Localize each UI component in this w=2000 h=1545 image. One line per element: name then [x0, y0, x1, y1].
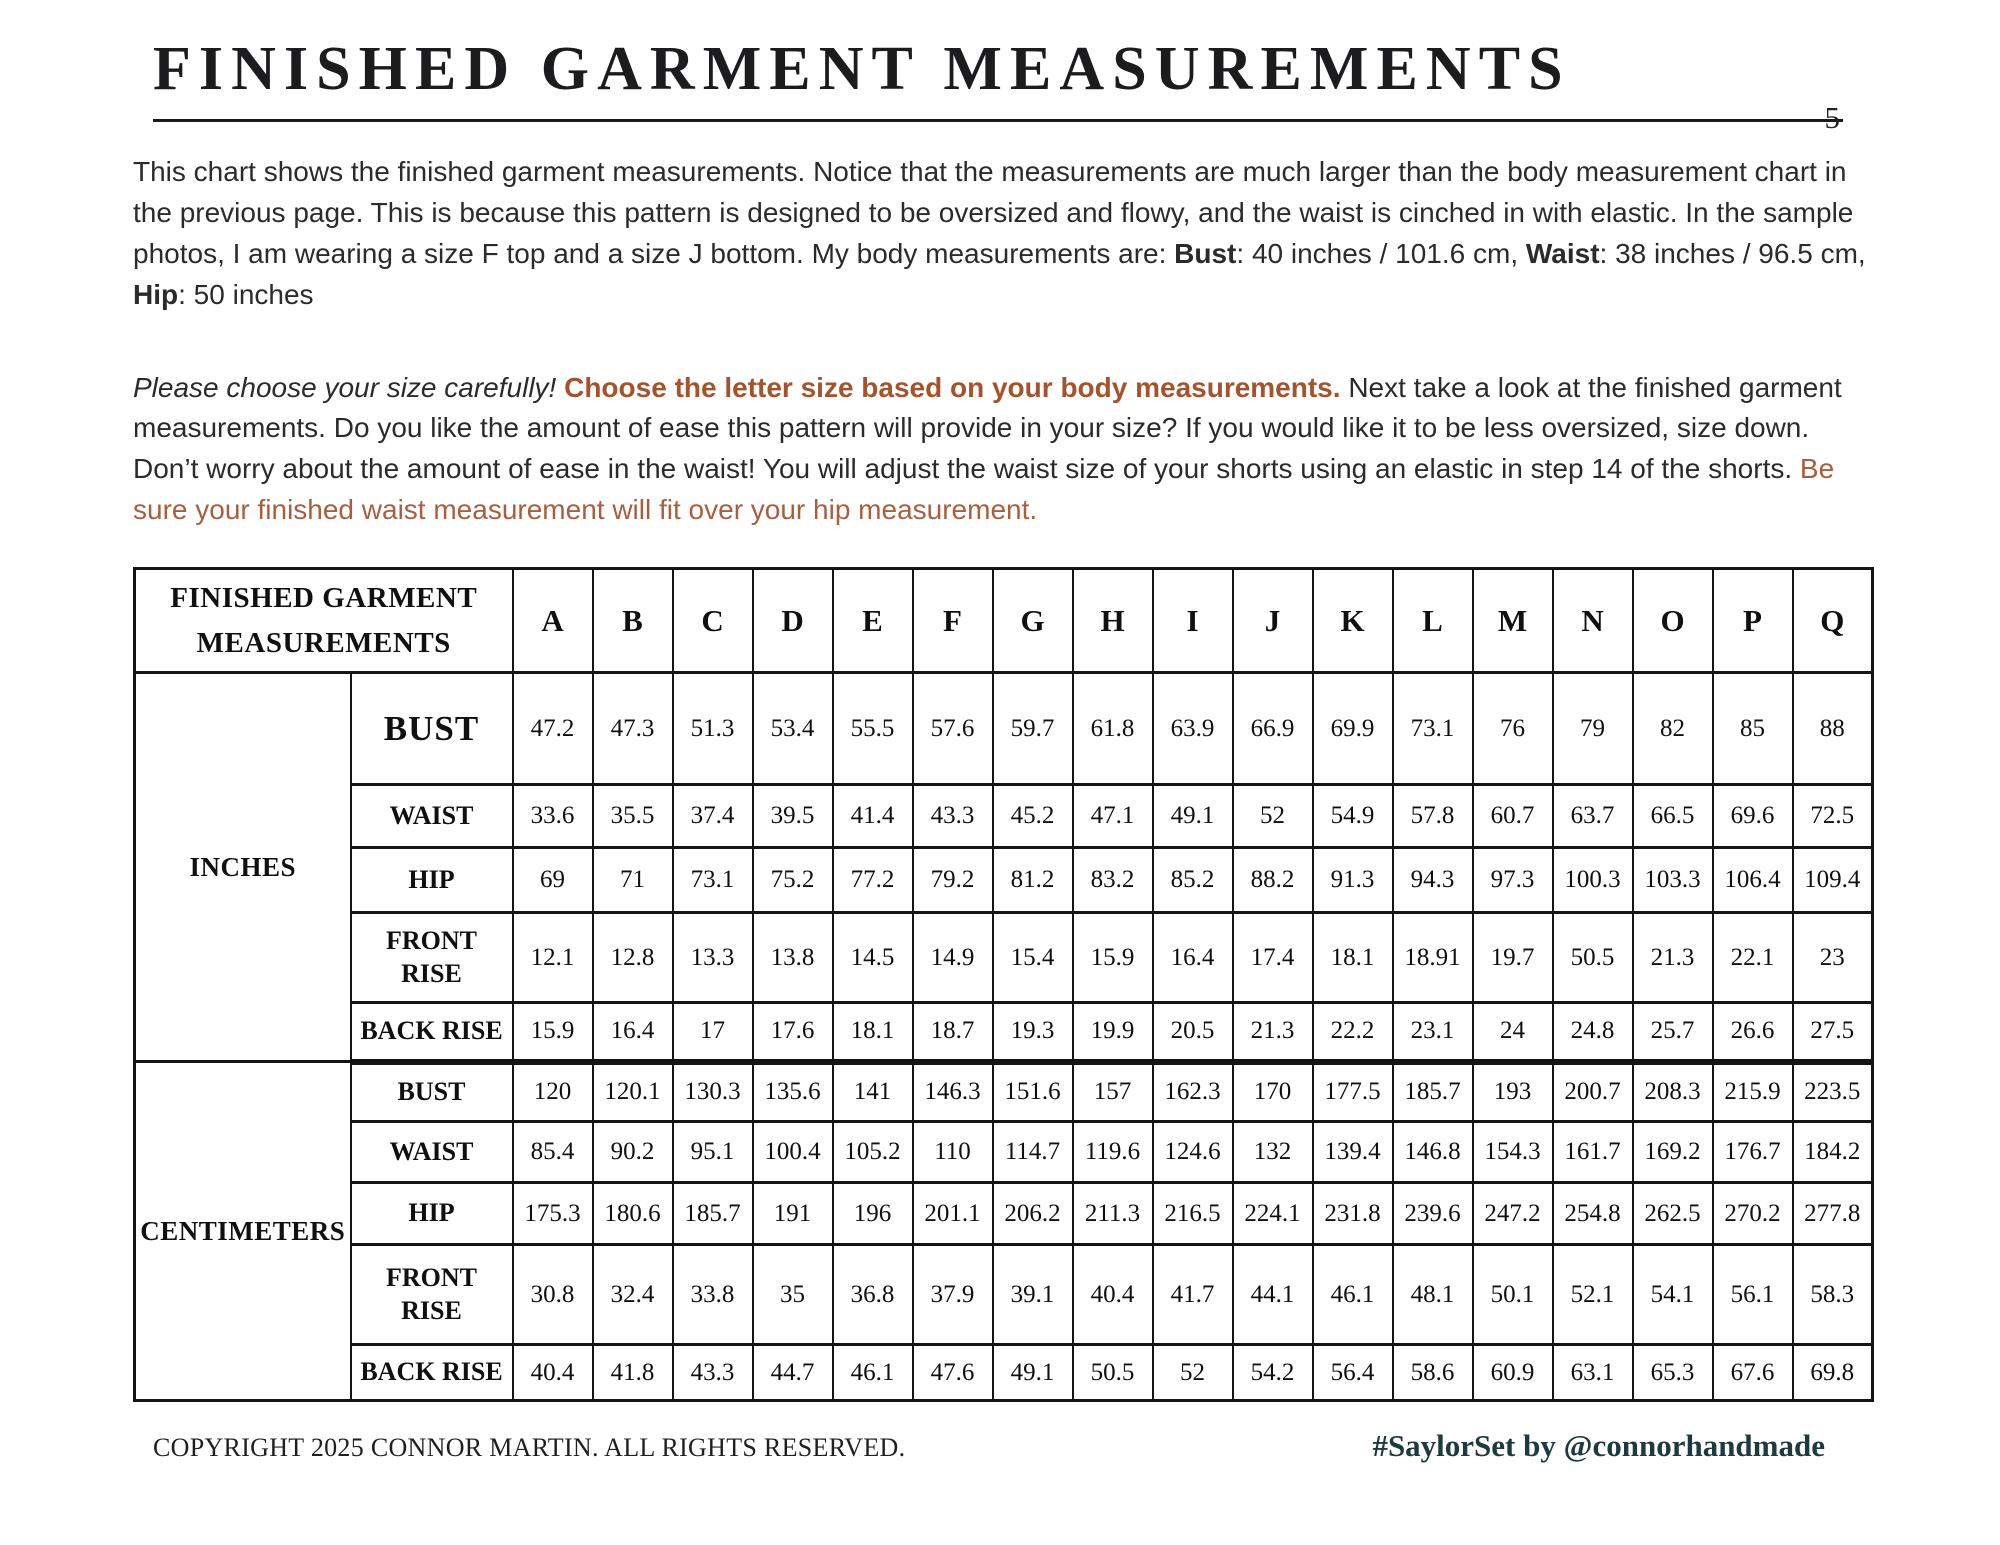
measurement-value: 26.6 [1713, 1003, 1793, 1062]
table-row [135, 1183, 1873, 1245]
size-column-header: L [1393, 569, 1473, 673]
measurement-value: 33.8 [673, 1245, 753, 1345]
measurement-value: 69.9 [1313, 673, 1393, 785]
measurement-value: 63.9 [1153, 673, 1233, 785]
measurement-value: 49.1 [1153, 785, 1233, 848]
measurement-value: 69 [513, 848, 593, 913]
text-segment: Next take a look at the finished garment measurements. Do you like the amount of ease this pattern will provide in your size? If you would like it to be less oversized, size down. Don’t worry about the amount of ease in the waist! You will adjust the waist size of your shorts using an elastic in step 14 of the shorts. [133, 371, 1842, 485]
size-column-header: I [1153, 569, 1233, 673]
text-segment: Please choose your size carefully! [133, 371, 565, 403]
measurement-value: 176.7 [1713, 1122, 1793, 1183]
measurement-value: 19.9 [1073, 1003, 1153, 1062]
measurement-value: 71 [593, 848, 673, 913]
table-row [135, 1122, 1873, 1183]
size-column-header: D [753, 569, 833, 673]
measurement-value: 33.6 [513, 785, 593, 848]
measurement-value: 30.8 [513, 1245, 593, 1345]
measurement-value: 24 [1473, 1003, 1553, 1062]
measurement-label: BUST [351, 673, 513, 785]
measurement-value: 23 [1793, 913, 1873, 1003]
measurement-value: 46.1 [833, 1345, 913, 1401]
measurement-label: BACK RISE [351, 1345, 513, 1401]
measurement-value: 216.5 [1153, 1183, 1233, 1245]
measurement-value: 18.1 [1313, 913, 1393, 1003]
measurement-value: 100.3 [1553, 848, 1633, 913]
measurement-label: WAIST [351, 785, 513, 848]
measurement-value: 73.1 [673, 848, 753, 913]
measurement-value: 79.2 [913, 848, 993, 913]
size-column-header: F [913, 569, 993, 673]
measurement-value: 177.5 [1313, 1062, 1393, 1122]
measurement-label: BACK RISE [351, 1003, 513, 1062]
measurement-value: 169.2 [1633, 1122, 1713, 1183]
measurement-value: 206.2 [993, 1183, 1073, 1245]
measurement-value: 103.3 [1633, 848, 1713, 913]
measurement-value: 47.3 [593, 673, 673, 785]
measurement-value: 43.3 [913, 785, 993, 848]
measurement-value: 39.5 [753, 785, 833, 848]
measurement-value: 254.8 [1553, 1183, 1633, 1245]
table-row [135, 913, 1873, 1003]
measurement-value: 40.4 [513, 1345, 593, 1401]
measurement-value: 157 [1073, 1062, 1153, 1122]
measurement-label [351, 913, 513, 1003]
measurement-value: 120.1 [593, 1062, 673, 1122]
measurement-value: 56.1 [1713, 1245, 1793, 1345]
measurement-value: 57.6 [913, 673, 993, 785]
measurement-value: 46.1 [1313, 1245, 1393, 1345]
table-row [135, 1345, 1873, 1401]
measurement-value: 55.5 [833, 673, 913, 785]
measurement-value: 50.1 [1473, 1245, 1553, 1345]
table-corner-header: FINISHED GARMENT MEASUREMENTS [135, 569, 513, 673]
measurement-value: 76 [1473, 673, 1553, 785]
measurement-value: 18.91 [1393, 913, 1473, 1003]
measurement-value: 18.1 [833, 1003, 913, 1062]
label-line: FRONT [386, 1263, 477, 1292]
measurement-value: 130.3 [673, 1062, 753, 1122]
measurement-value: 24.8 [1553, 1003, 1633, 1062]
measurement-value: 21.3 [1233, 1003, 1313, 1062]
measurement-value: 35.5 [593, 785, 673, 848]
measurement-value: 39.1 [993, 1245, 1073, 1345]
measurement-label [351, 1245, 513, 1345]
measurement-value: 141 [833, 1062, 913, 1122]
measurement-value: 48.1 [1393, 1245, 1473, 1345]
measurement-value: 13.8 [753, 913, 833, 1003]
measurement-value: 270.2 [1713, 1183, 1793, 1245]
label-line: RISE [401, 1295, 462, 1325]
measurement-value: 59.7 [993, 673, 1073, 785]
measurement-value: 22.2 [1313, 1003, 1393, 1062]
measurement-value: 43.3 [673, 1345, 753, 1401]
measurement-value: 132 [1233, 1122, 1313, 1183]
table-row [135, 1003, 1873, 1062]
measurement-value: 57.8 [1393, 785, 1473, 848]
measurement-value: 37.4 [673, 785, 753, 848]
measurement-value: 69.8 [1793, 1345, 1873, 1401]
measurement-value: 135.6 [753, 1062, 833, 1122]
measurement-label: BUST [351, 1062, 513, 1122]
measurement-value: 60.7 [1473, 785, 1553, 848]
measurement-value: 170 [1233, 1062, 1313, 1122]
measurement-value: 191 [753, 1183, 833, 1245]
measurement-value: 82 [1633, 673, 1713, 785]
table-row [135, 785, 1873, 848]
measurement-value: 12.1 [513, 913, 593, 1003]
measurement-value: 67.6 [1713, 1345, 1793, 1401]
page-title: FINISHED GARMENT MEASUREMENTS [153, 35, 1571, 103]
measurement-value: 40.4 [1073, 1245, 1153, 1345]
measurement-value: 20.5 [1153, 1003, 1233, 1062]
size-column-header: N [1553, 569, 1633, 673]
measurement-value: 83.2 [1073, 848, 1153, 913]
measurement-value: 180.6 [593, 1183, 673, 1245]
measurement-value: 146.8 [1393, 1122, 1473, 1183]
size-advice-paragraph [133, 368, 1867, 532]
size-column-header: G [993, 569, 1073, 673]
size-column-header: P [1713, 569, 1793, 673]
measurement-value: 14.9 [913, 913, 993, 1003]
size-column-header: H [1073, 569, 1153, 673]
measurement-value: 88.2 [1233, 848, 1313, 913]
measurement-value: 41.8 [593, 1345, 673, 1401]
label-line: FRONT [386, 926, 477, 955]
measurement-value: 154.3 [1473, 1122, 1553, 1183]
measurement-value: 151.6 [993, 1062, 1073, 1122]
measurement-value: 41.4 [833, 785, 913, 848]
measurement-value: 105.2 [833, 1122, 913, 1183]
measurement-value: 54.9 [1313, 785, 1393, 848]
measurement-value: 77.2 [833, 848, 913, 913]
measurement-value: 100.4 [753, 1122, 833, 1183]
measurement-value: 162.3 [1153, 1062, 1233, 1122]
measurement-label: WAIST [351, 1122, 513, 1183]
measurement-value: 63.7 [1553, 785, 1633, 848]
measurement-value: 277.8 [1793, 1183, 1873, 1245]
measurement-value: 52 [1153, 1345, 1233, 1401]
measurement-value: 52.1 [1553, 1245, 1633, 1345]
text-segment: Be sure your finished waist measurement will fit over your hip measurement. [133, 453, 1835, 526]
measurement-value: 119.6 [1073, 1122, 1153, 1183]
measurement-value: 85.2 [1153, 848, 1233, 913]
measurement-value: 185.7 [1393, 1062, 1473, 1122]
measurement-value: 15.4 [993, 913, 1073, 1003]
measurement-value: 51.3 [673, 673, 753, 785]
measurement-value: 61.8 [1073, 673, 1153, 785]
size-column-header: Q [1793, 569, 1873, 673]
measurement-value: 223.5 [1793, 1062, 1873, 1122]
measurement-value: 69.6 [1713, 785, 1793, 848]
measurement-value: 14.5 [833, 913, 913, 1003]
measurement-value: 110 [913, 1122, 993, 1183]
measurement-value: 66.5 [1633, 785, 1713, 848]
measurement-value: 27.5 [1793, 1003, 1873, 1062]
measurement-value: 224.1 [1233, 1183, 1313, 1245]
measurement-value: 44.1 [1233, 1245, 1313, 1345]
measurement-value: 52 [1233, 785, 1313, 848]
measurement-value: 215.9 [1713, 1062, 1793, 1122]
measurement-value: 47.2 [513, 673, 593, 785]
size-column-header: J [1233, 569, 1313, 673]
measurement-value: 36.8 [833, 1245, 913, 1345]
size-column-header: A [513, 569, 593, 673]
measurement-label: HIP [351, 1183, 513, 1245]
measurement-value: 66.9 [1233, 673, 1313, 785]
text-segment: Bust [1174, 237, 1237, 269]
measurement-value: 13.3 [673, 913, 753, 1003]
copyright-text: COPYRIGHT 2025 CONNOR MARTIN. ALL RIGHTS RESERVED. [153, 1433, 906, 1462]
size-column-header: E [833, 569, 913, 673]
measurement-value: 22.1 [1713, 913, 1793, 1003]
measurement-value: 247.2 [1473, 1183, 1553, 1245]
measurement-value: 81.2 [993, 848, 1073, 913]
measurement-value: 17.4 [1233, 913, 1313, 1003]
measurement-value: 91.3 [1313, 848, 1393, 913]
page-footer [133, 1428, 1867, 1464]
label-line: RISE [401, 958, 462, 988]
measurement-value: 239.6 [1393, 1183, 1473, 1245]
measurement-value: 47.1 [1073, 785, 1153, 848]
measurement-value: 19.3 [993, 1003, 1073, 1062]
table-row [135, 1245, 1873, 1345]
size-column-header: C [673, 569, 753, 673]
measurement-value: 15.9 [1073, 913, 1153, 1003]
measurement-value: 53.4 [753, 673, 833, 785]
measurement-value: 85.4 [513, 1122, 593, 1183]
measurement-value: 18.7 [913, 1003, 993, 1062]
unit-label: INCHES [135, 673, 351, 1062]
measurement-value: 185.7 [673, 1183, 753, 1245]
text-segment: : 40 inches / 101.6 cm, [1236, 237, 1526, 269]
measurement-value: 41.7 [1153, 1245, 1233, 1345]
measurement-value: 21.3 [1633, 913, 1713, 1003]
table-row [135, 1062, 1873, 1122]
measurement-value: 120 [513, 1062, 593, 1122]
measurement-value: 146.3 [913, 1062, 993, 1122]
measurement-value: 58.3 [1793, 1245, 1873, 1345]
measurement-value: 17 [673, 1003, 753, 1062]
measurement-value: 16.4 [1153, 913, 1233, 1003]
measurement-value: 54.1 [1633, 1245, 1713, 1345]
measurement-value: 175.3 [513, 1183, 593, 1245]
measurement-value: 95.1 [673, 1122, 753, 1183]
size-column-header: K [1313, 569, 1393, 673]
measurement-value: 200.7 [1553, 1062, 1633, 1122]
measurement-value: 56.4 [1313, 1345, 1393, 1401]
measurement-value: 60.9 [1473, 1345, 1553, 1401]
measurement-value: 97.3 [1473, 848, 1553, 913]
measurement-value: 25.7 [1633, 1003, 1713, 1062]
measurement-value: 32.4 [593, 1245, 673, 1345]
measurement-value: 35 [753, 1245, 833, 1345]
table-row [135, 848, 1873, 913]
measurement-value: 58.6 [1393, 1345, 1473, 1401]
measurement-value: 16.4 [593, 1003, 673, 1062]
measurement-value: 109.4 [1793, 848, 1873, 913]
measurement-value: 65.3 [1633, 1345, 1713, 1401]
measurement-value: 88 [1793, 673, 1873, 785]
measurement-value: 161.7 [1553, 1122, 1633, 1183]
measurement-value: 15.9 [513, 1003, 593, 1062]
measurement-value: 63.1 [1553, 1345, 1633, 1401]
measurement-value: 201.1 [913, 1183, 993, 1245]
text-segment: : 50 inches [178, 278, 314, 310]
intro-paragraph [133, 152, 1867, 316]
measurement-value: 72.5 [1793, 785, 1873, 848]
unit-label: CENTIMETERS [135, 1062, 351, 1401]
size-column-header: O [1633, 569, 1713, 673]
measurement-value: 90.2 [593, 1122, 673, 1183]
measurement-value: 47.6 [913, 1345, 993, 1401]
measurement-value: 45.2 [993, 785, 1073, 848]
size-column-header: B [593, 569, 673, 673]
measurement-value: 75.2 [753, 848, 833, 913]
measurement-value: 54.2 [1233, 1345, 1313, 1401]
measurement-value: 231.8 [1313, 1183, 1393, 1245]
measurement-value: 49.1 [993, 1345, 1073, 1401]
measurement-value: 79 [1553, 673, 1633, 785]
measurement-label: HIP [351, 848, 513, 913]
measurement-value: 184.2 [1793, 1122, 1873, 1183]
measurement-value: 12.8 [593, 913, 673, 1003]
text-segment: This chart shows the finished garment measurements. Notice that the measurements are much larger than the body measurement chart in the previous page. This is because this pattern is designed to be oversized and flowy, and the waist is cinched in with elastic. In the sample photos, I am wearing a size F top and a size J bottom. My body measurements are: [133, 156, 1854, 269]
measurement-value: 262.5 [1633, 1183, 1713, 1245]
measurement-value: 94.3 [1393, 848, 1473, 913]
measurement-value: 85 [1713, 673, 1793, 785]
measurement-value: 211.3 [1073, 1183, 1153, 1245]
table-row [135, 673, 1873, 785]
finished-measurements-table [133, 567, 1874, 1402]
measurement-value: 208.3 [1633, 1062, 1713, 1122]
text-segment: Waist [1525, 237, 1600, 269]
credit-text: #SaylorSet by @connorhandmade [1372, 1428, 1825, 1463]
measurement-value: 114.7 [993, 1122, 1073, 1183]
measurement-value: 44.7 [753, 1345, 833, 1401]
measurement-value: 124.6 [1153, 1122, 1233, 1183]
text-segment: Choose the letter size based on your body measurements. [564, 371, 1341, 403]
text-segment: : 38 inches / 96.5 cm, [1599, 237, 1866, 269]
text-segment: Hip [133, 278, 179, 310]
measurement-value: 73.1 [1393, 673, 1473, 785]
measurement-value: 193 [1473, 1062, 1553, 1122]
title-divider [153, 119, 1843, 122]
measurement-value: 37.9 [913, 1245, 993, 1345]
measurement-value: 139.4 [1313, 1122, 1393, 1183]
measurement-value: 17.6 [753, 1003, 833, 1062]
measurement-value: 196 [833, 1183, 913, 1245]
measurement-value: 50.5 [1553, 913, 1633, 1003]
size-column-header: M [1473, 569, 1553, 673]
measurement-value: 50.5 [1073, 1345, 1153, 1401]
measurement-value: 23.1 [1393, 1003, 1473, 1062]
measurement-value: 106.4 [1713, 848, 1793, 913]
page-number: 5 [1824, 100, 1840, 135]
measurement-value: 19.7 [1473, 913, 1553, 1003]
